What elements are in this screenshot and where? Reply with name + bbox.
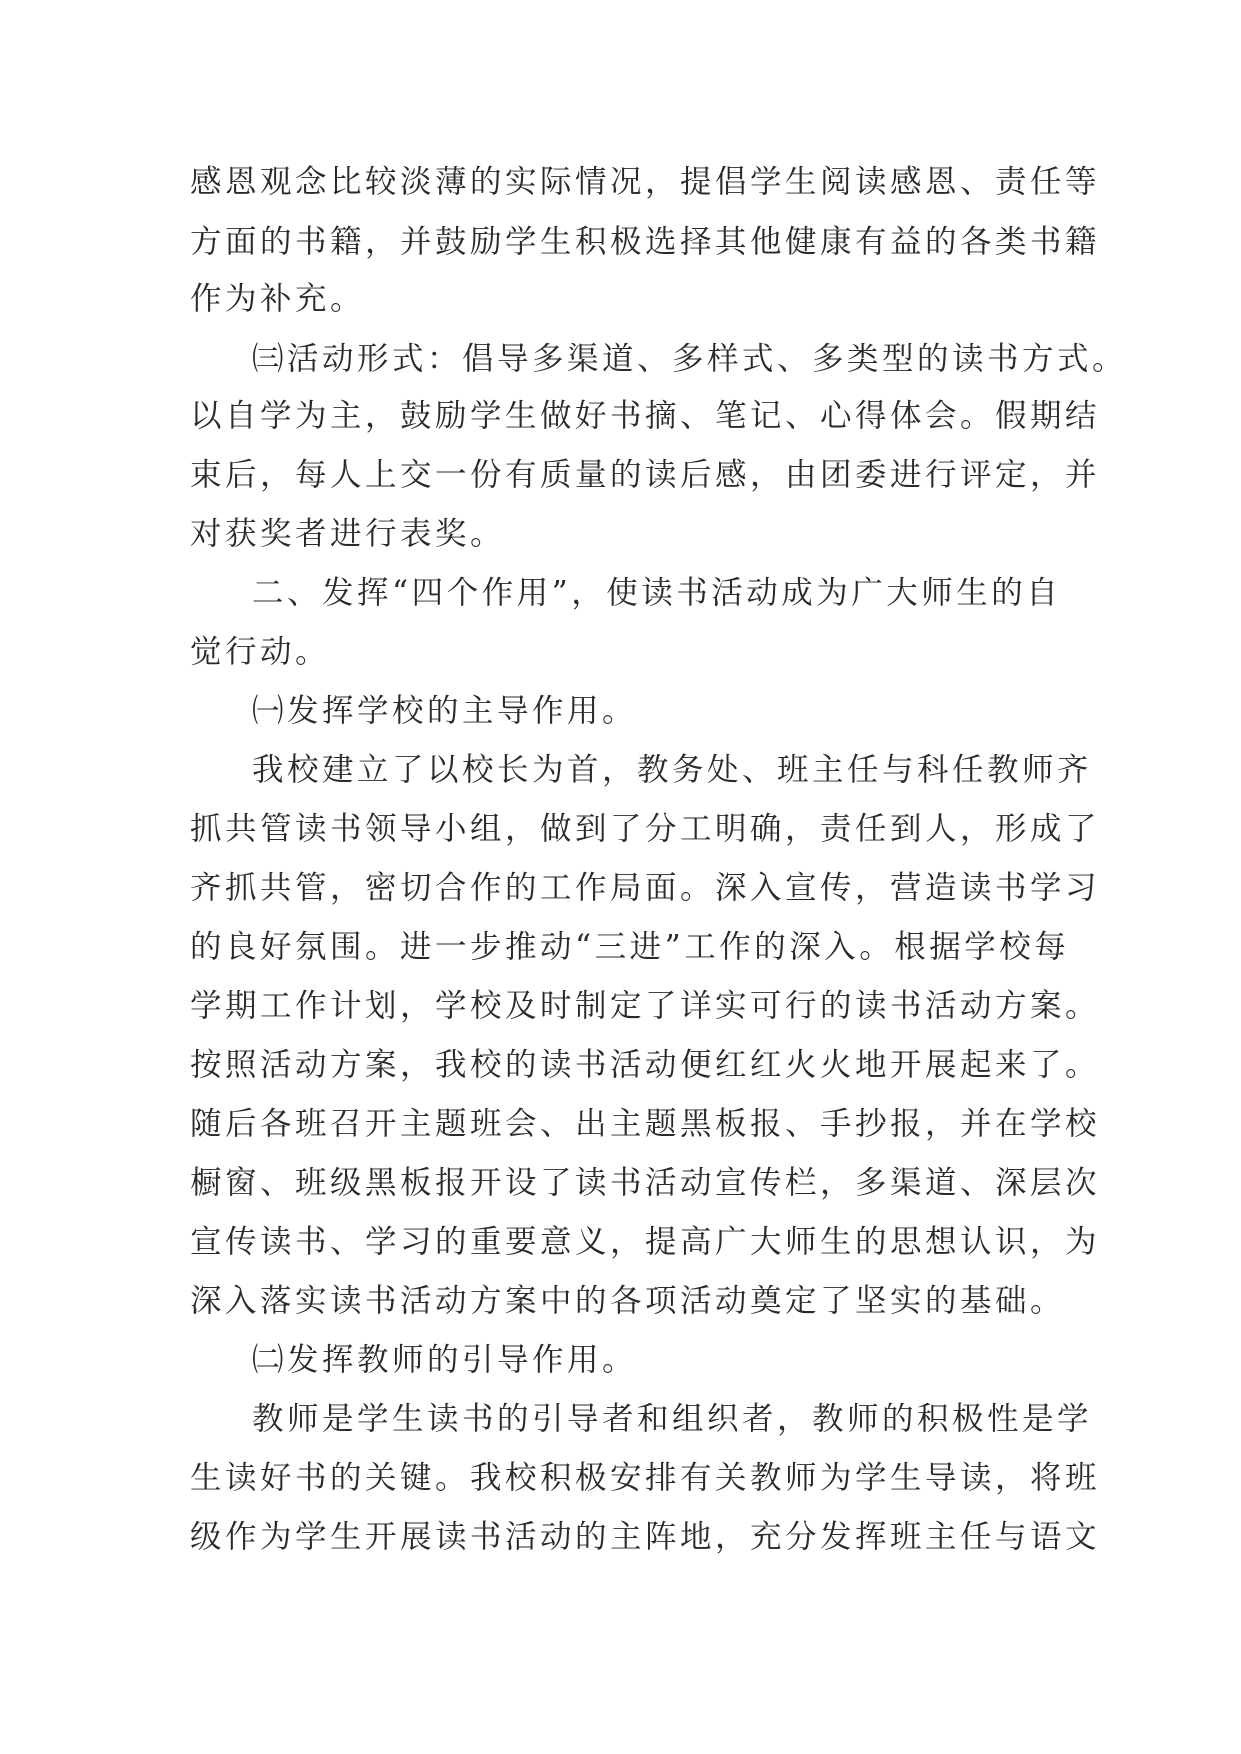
text-line: 作为补充。 [190,281,366,317]
text-line: 生读好书的关键。我校积极安排有关教师为学生导读，将班 [190,1460,1101,1496]
text-line: 级作为学生开展读书活动的主阵地，充分发挥班主任与语文 [190,1519,1101,1555]
text-line: ㈢活动形式：倡导多渠道、多样式、多类型的读书方式。 [252,341,1128,377]
text-line: 的良好氛围。进一步推动“三进”工作的深入。根据学校每 [190,929,1070,965]
text-line: 对获奖者进行表奖。 [190,516,506,552]
text-line: 方面的书籍，并鼓励学生积极选择其他健康有益的各类书籍 [190,224,1101,260]
text-line: 橱窗、班级黑板报开设了读书活动宣传栏，多渠道、深层次 [190,1165,1101,1201]
text-line: 教师是学生读书的引导者和组织者，教师的积极性是学 [252,1401,1093,1437]
text-line: 感恩观念比较淡薄的实际情况，提倡学生阅读感恩、责任等 [190,164,1101,200]
text-line: 束后，每人上交一份有质量的读后感，由团委进行评定，并 [190,457,1101,493]
text-line: 学期工作计划，学校及时制定了详实可行的读书活动方案。 [190,988,1101,1024]
text-line: 随后各班召开主题班会、出主题黑板报、手抄报，并在学校 [190,1106,1101,1142]
text-line: 我校建立了以校长为首，教务处、班主任与科任教师齐 [252,752,1093,788]
text-line: 按照活动方案，我校的读书活动便红红火火地开展起来了。 [190,1047,1101,1083]
text-line: 以自学为主，鼓励学生做好书摘、笔记、心得体会。假期结 [190,398,1101,434]
text-line: 觉行动。 [190,634,331,670]
subsection-heading: ㈡发挥教师的引导作用。 [252,1342,638,1378]
text-line: 齐抓共管，密切合作的工作局面。深入宣传，营造读书学习 [190,870,1101,906]
section-heading: 二、发挥“四个作用”，使读书活动成为广大师生的自 [252,575,1062,611]
text-line: 抓共管读书领导小组，做到了分工明确，责任到人，形成了 [190,811,1101,847]
text-line: 宣传读书、学习的重要意义，提高广大师生的思想认识，为 [190,1224,1101,1260]
text-line: 深入落实读书活动方案中的各项活动奠定了坚实的基础。 [190,1283,1066,1319]
subsection-heading: ㈠发挥学校的主导作用。 [252,693,638,729]
